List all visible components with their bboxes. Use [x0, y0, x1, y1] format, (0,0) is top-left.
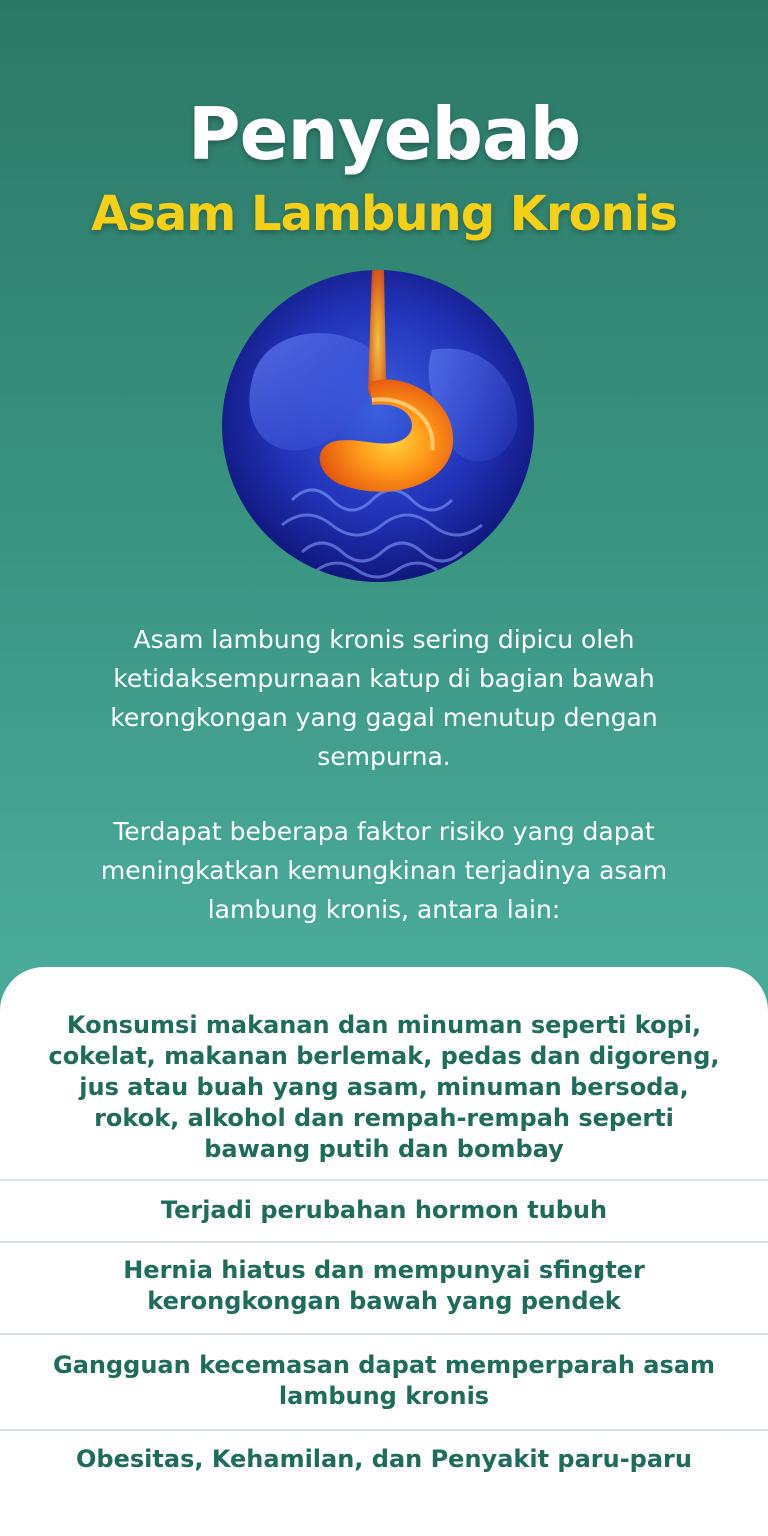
- divider: [0, 1429, 768, 1431]
- page-title: Penyebab: [187, 92, 581, 176]
- risk-factor-item: Konsumsi makanan dan minuman seperti kopi, cokelat, makanan berlemak, pedas dan digoreng, jus atau buah yang asam, minuman bersoda, rokok, alkohol dan rempah-rempah seperti bawang putih dan bombay: [48, 1010, 720, 1163]
- risk-factor-item: Gangguan kecemasan dapat memperparah asam lambung kronis: [53, 1351, 715, 1410]
- divider: [0, 1333, 768, 1335]
- page-subtitle: Asam Lambung Kronis: [91, 186, 677, 242]
- risk-factor-item: Terjadi perubahan hormon tubuh: [160, 1195, 608, 1224]
- risk-factor-item: Hernia hiatus dan mempunyai sfingter kerongkongan bawah yang pendek: [123, 1256, 645, 1315]
- stomach-illustration-icon: [222, 270, 534, 582]
- intro-paragraph: Asam lambung kronis sering dipicu oleh ketidaksempurnaan katup di bagian bawah kerongkongan yang gagal menutup dengan sempurna.: [110, 625, 658, 771]
- risk-factor-item: Obesitas, Kehamilan, dan Penyakit paru-paru: [76, 1444, 692, 1473]
- risk-factors-card: [0, 967, 768, 1536]
- divider: [0, 1179, 768, 1181]
- risk-intro-paragraph: Terdapat beberapa faktor risiko yang dapat meningkatkan kemungkinan terjadinya asam lambung kronis, antara lain:: [100, 817, 668, 924]
- divider: [0, 1241, 768, 1243]
